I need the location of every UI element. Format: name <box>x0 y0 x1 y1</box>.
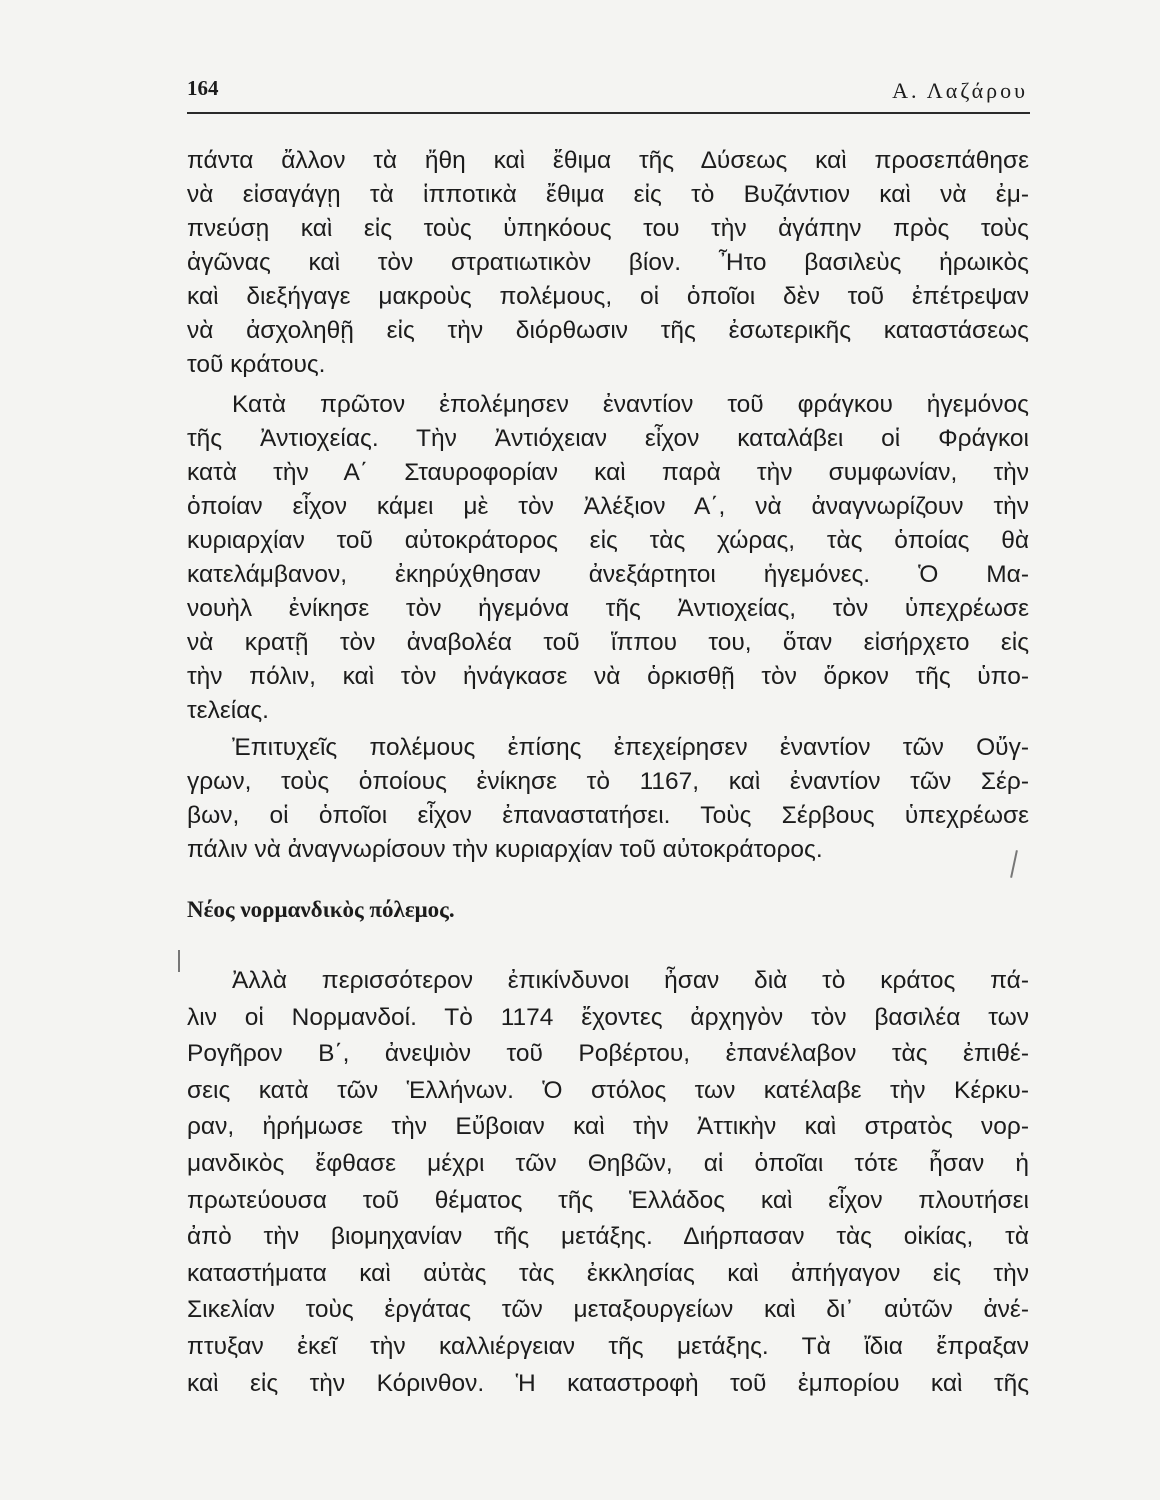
text-line: νὰ ἀσχοληθῇ εἰς τὴν διόρθωσιν τῆς ἐσωτερικῆς καταστάσεως <box>187 317 1029 344</box>
text-line: κυριαρχίαν τοῦ αὐτοκράτορος εἰς τὰς χώρας, τὰς ὁποίας θὰ <box>187 527 1029 554</box>
text-line: μανδικὸς ἔφθασε μέχρι τῶν Θηβῶν, αἱ ὁποῖαι τότε ἦσαν ἡ <box>187 1150 1029 1177</box>
text-line: τοῦ κράτους. <box>187 351 326 378</box>
text-line: βων, οἱ ὁποῖοι εἶχον ἐπαναστατήσει. Τοὺς Σέρβους ὑπεχρέωσε <box>187 802 1029 829</box>
text-line: καταστήματα καὶ αὐτὰς τὰς ἐκκλησίας καὶ ἀπήγαγον εἰς τὴν <box>187 1259 1029 1287</box>
text-line: πτυξαν ἐκεῖ τὴν καλλιέργειαν τῆς μετάξης. Τὰ ἴδια ἔπραξαν <box>187 1333 1029 1360</box>
text-line: σεις κατὰ τῶν Ἑλλήνων. Ὁ στόλος των κατέλαβε τὴν Κέρκυ- <box>187 1076 1029 1104</box>
text-line: τὴν πόλιν, καὶ τὸν ἠνάγκασε νὰ ὁρκισθῇ τὸν ὅρκον τῆς ὑπο- <box>187 663 1029 690</box>
text-line: Ρογῆρον Β΄, ἀνεψιὸν τοῦ Ροβέρτου, ἐπανέλαβον τὰς ἐπιθέ- <box>187 1040 1029 1068</box>
text-line: καὶ εἰς τὴν Κόρινθον. Ἡ καταστροφὴ τοῦ ἐμπορίου καὶ τῆς <box>187 1369 1029 1397</box>
text-line: νουὴλ ἐνίκησε τὸν ἡγεμόνα τῆς Ἀντιοχείας, τὸν ὑπεχρέωσε <box>187 595 1029 622</box>
text-line: τελείας. <box>187 697 269 724</box>
text-line: πνεύσῃ καὶ εἰς τοὺς ὑπηκόους του τὴν ἀγάπην πρὸς τοὺς <box>187 215 1029 242</box>
text-line: ἀπὸ τὴν βιομηχανίαν τῆς μετάξης. Διήρπασαν τὰς οἰκίας, τὰ <box>187 1223 1029 1251</box>
text-line: τῆς Ἀντιοχείας. Τὴν Ἀντιόχειαν εἶχον καταλάβει οἱ Φράγκοι <box>187 425 1029 452</box>
text-line: νὰ κρατῇ τὸν ἀναβολέα τοῦ ἵππου του, ὅταν εἰσήρχετο εἰς <box>187 629 1029 656</box>
text-line: ραν, ἠρήμωσε τὴν Εὔβοιαν καὶ τὴν Ἀττικὴν καὶ στρατὸς νορ- <box>187 1113 1029 1141</box>
text-line: Ἐπιτυχεῖς πολέμους ἐπίσης ἐπεχείρησεν ἐναντίον τῶν Οὔγ- <box>232 734 1029 761</box>
text-line: Κατὰ πρῶτον ἐπολέμησεν ἐναντίον τοῦ φράγκου ἡγεμόνος <box>232 391 1029 418</box>
text-line: νὰ εἰσαγάγῃ τὰ ἱπποτικὰ ἔθιμα εἰς τὸ Βυζάντιον καὶ νὰ ἐμ- <box>187 181 1029 208</box>
text-line: πάντα ἄλλον τὰ ἤθη καὶ ἔθιμα τῆς Δύσεως καὶ προσεπάθησε <box>187 147 1029 174</box>
text-line: γρων, τοὺς ὁποίους ἐνίκησε τὸ 1167, καὶ ἐναντίον τῶν Σέρ- <box>187 768 1029 795</box>
text-line: πρωτεύουσα τοῦ θέματος τῆς Ἑλλάδος καὶ εἶχον πλουτήσει <box>187 1186 1029 1214</box>
section-heading: Νέος νορμανδικὸς πόλεμος. <box>187 897 455 922</box>
text-line: Σικελίαν τοὺς ἐργάτας τῶν μεταξουργείων καὶ δι᾽ αὐτῶν ἀνέ- <box>187 1296 1029 1324</box>
text-line: Ἀλλὰ περισσότερον ἐπικίνδυνοι ἦσαν διὰ τὸ κράτος πά- <box>232 967 1029 994</box>
text-line: πάλιν νὰ ἀναγνωρίσουν τὴν κυριαρχίαν τοῦ αὐτοκράτορος. <box>187 836 823 863</box>
header-rule <box>187 112 1030 114</box>
text-line: ὁποίαν εἶχον κάμει μὲ τὸν Ἀλέξιον Α΄, νὰ ἀναγνωρίζουν τὴν <box>187 493 1029 520</box>
text-line: κατὰ τὴν Α΄ Σταυροφορίαν καὶ παρὰ τὴν συμφωνίαν, τὴν <box>187 459 1029 486</box>
text-line: λιν οἱ Νορμανδοί. Τὸ 1174 ἔχοντες ἀρχηγὸν τὸν βασιλέα των <box>187 1003 1029 1031</box>
pencil-mark <box>178 950 180 972</box>
running-head-author: Α. Λαζάρου <box>892 78 1028 103</box>
text-line: κατελάμβανον, ἐκηρύχθησαν ἀνεξάρτητοι ἡγεμόνες. Ὁ Μα- <box>187 561 1029 588</box>
text-line: καὶ διεξήγαγε μακροὺς πολέμους, οἱ ὁποῖοι δὲν τοῦ ἐπέτρεψαν <box>187 283 1029 310</box>
page-number: 164 <box>187 76 219 100</box>
text-line: ἀγῶνας καὶ τὸν στρατιωτικὸν βίον. Ἦτο βασιλεὺς ἡρωικὸς <box>187 249 1029 276</box>
